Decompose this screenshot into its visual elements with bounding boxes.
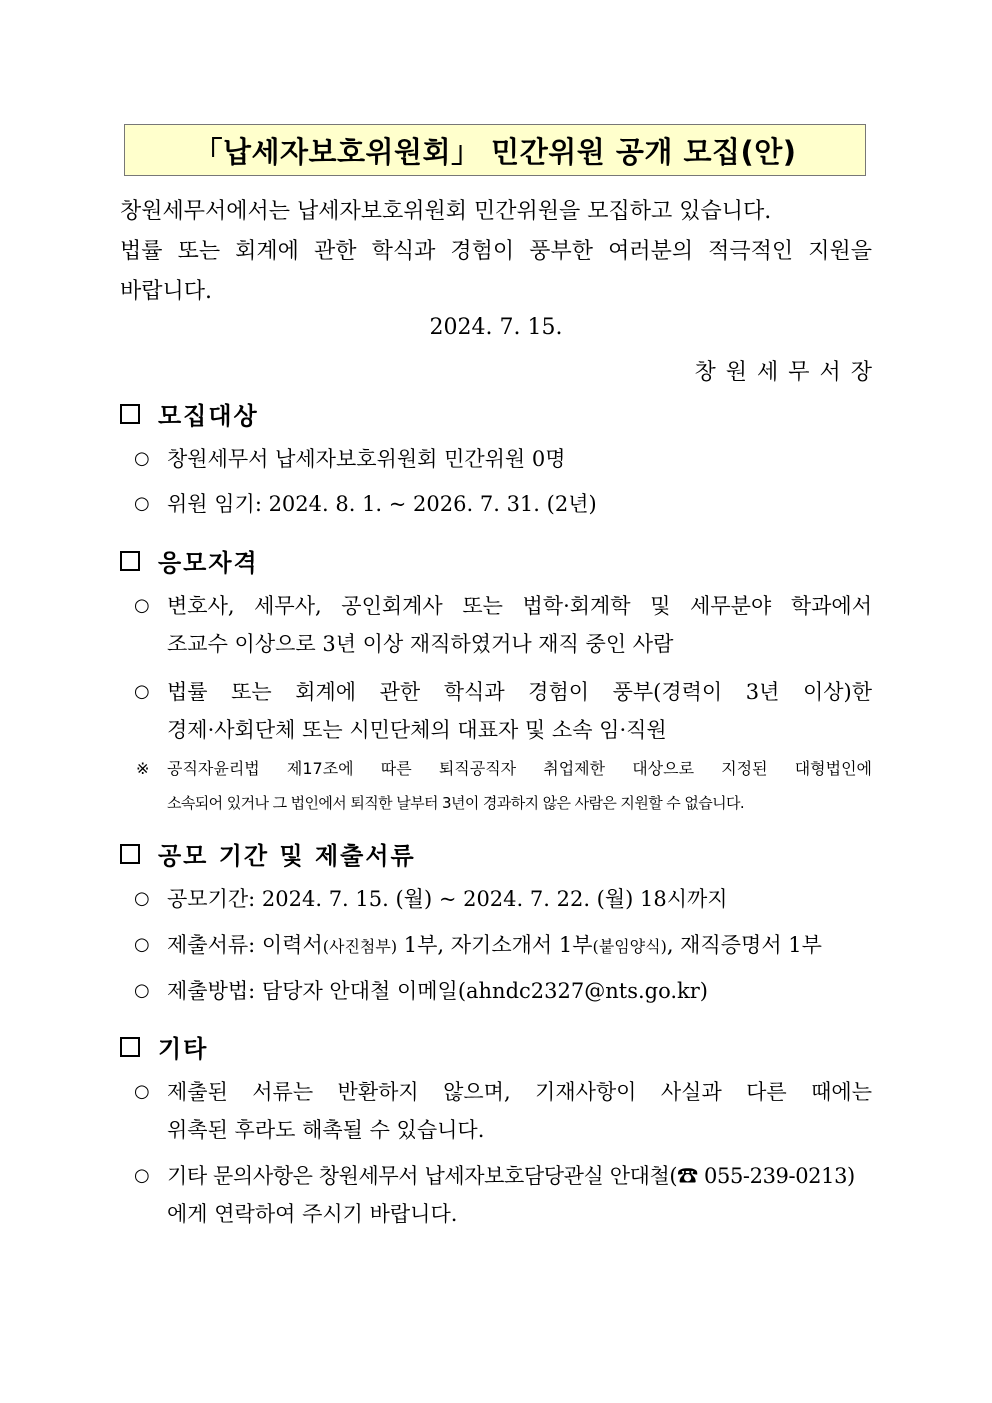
section-label: 응모자격: [158, 549, 259, 577]
circle-bullet-icon: ○: [134, 1165, 150, 1186]
etc-note-2-line-1: 기타 문의사항은 창원세무서 납세자보호담당관실 안대철(☎ 055-239-0213): [167, 1164, 855, 1188]
documents-text-b: (사진첨부): [322, 937, 398, 956]
circle-bullet-icon: ○: [134, 888, 150, 909]
qualification-1-line-2: 조교수 이상으로 3년 이상 재직하였거나 재직 중인 사람: [167, 632, 674, 656]
circle-bullet-icon: ○: [134, 448, 150, 469]
circle-bullet-icon: ○: [134, 493, 150, 514]
section-recruit-heading: [120, 396, 259, 431]
application-period: 공모기간: 2024. 7. 15. (월) ~ 2024. 7. 22. (월) 18시까지: [167, 887, 728, 911]
circle-bullet-icon: ○: [134, 595, 150, 616]
signature: 창원세무서장: [694, 360, 882, 385]
documents-text-e: , 재직증명서 1부: [666, 933, 822, 957]
section-label: 기타: [158, 1035, 209, 1063]
circle-bullet-icon: ○: [134, 1081, 150, 1102]
section-period-heading: [120, 836, 416, 871]
intro-paragraph: [120, 192, 872, 312]
circle-bullet-icon: ○: [134, 934, 150, 955]
checkbox-icon: [120, 551, 140, 571]
submission-method: 제출방법: 담당자 안대철 이메일(ahndc2327@nts.go.kr): [167, 979, 708, 1003]
reference-mark-icon: ※: [136, 759, 150, 778]
circle-bullet-icon: ○: [134, 681, 150, 702]
note-line-1: 공직자윤리법 제17조에 따른 퇴직공직자 취업제한 대상으로 지정된 대형법인에: [167, 759, 872, 778]
checkbox-icon: [120, 844, 140, 864]
checkbox-icon: [120, 404, 140, 424]
qualification-2-line-2: 경제·사회단체 또는 시민단체의 대표자 및 소속 임·직원: [167, 718, 667, 742]
section-label: 공모 기간 및 제출서류: [158, 842, 416, 870]
restriction-note-body: [167, 752, 872, 820]
intro-line-1: 창원세무서에서는 납세자보호위원회 민간위원을 모집하고 있습니다.: [120, 199, 772, 224]
etc-note-1-line-2: 위촉된 후라도 해촉될 수 있습니다.: [167, 1118, 485, 1142]
title-banner: [124, 124, 866, 176]
etc-note-2-line-2: 에게 연락하여 주시기 바랍니다.: [167, 1202, 458, 1226]
checkbox-icon: [120, 1037, 140, 1057]
qualification-1: [167, 587, 872, 663]
documents-text-d: (붙임양식): [592, 937, 667, 956]
intro-line-2: 법률 또는 회계에 관한 학식과 경험이 풍부한 여러분의 적극적인 지원을: [120, 239, 872, 264]
documents-text-c: 1부, 자기소개서 1부: [397, 933, 593, 957]
etc-note-1: [167, 1073, 872, 1149]
recruit-target: 창원세무서 납세자보호위원회 민간위원 0명: [167, 447, 566, 471]
note-line-2: 소속되어 있거나 그 법인에서 퇴직한 날부터 3년이 경과하지 않은 사람은 지원할 수 없습니다.: [167, 794, 745, 812]
etc-note-2: [167, 1157, 872, 1233]
qualification-2: [167, 673, 872, 749]
section-label: 모집대상: [158, 402, 259, 430]
announcement-date: 2024. 7. 15.: [429, 315, 563, 340]
etc-note-1-line-1: 제출된 서류는 반환하지 않으며, 기재사항이 사실과 다른 때에는: [167, 1080, 872, 1104]
intro-line-3: 바랍니다.: [120, 279, 213, 304]
required-documents: [167, 926, 872, 966]
document-title: 「납세자보호위원회」 민간위원 공개 모집(안): [193, 134, 797, 169]
recruit-term: 위원 임기: 2024. 8. 1. ~ 2026. 7. 31. (2년): [167, 492, 597, 516]
section-qualify-heading: [120, 543, 259, 578]
qualification-1-line-1: 변호사, 세무사, 공인회계사 또는 법학·회계학 및 세무분야 학과에서: [167, 594, 872, 618]
circle-bullet-icon: ○: [134, 980, 150, 1001]
qualification-2-line-1: 법률 또는 회계에 관한 학식과 경험이 풍부(경력이 3년 이상)한: [167, 680, 872, 704]
section-etc-heading: [120, 1029, 208, 1064]
documents-text-a: 제출서류: 이력서: [167, 933, 323, 957]
